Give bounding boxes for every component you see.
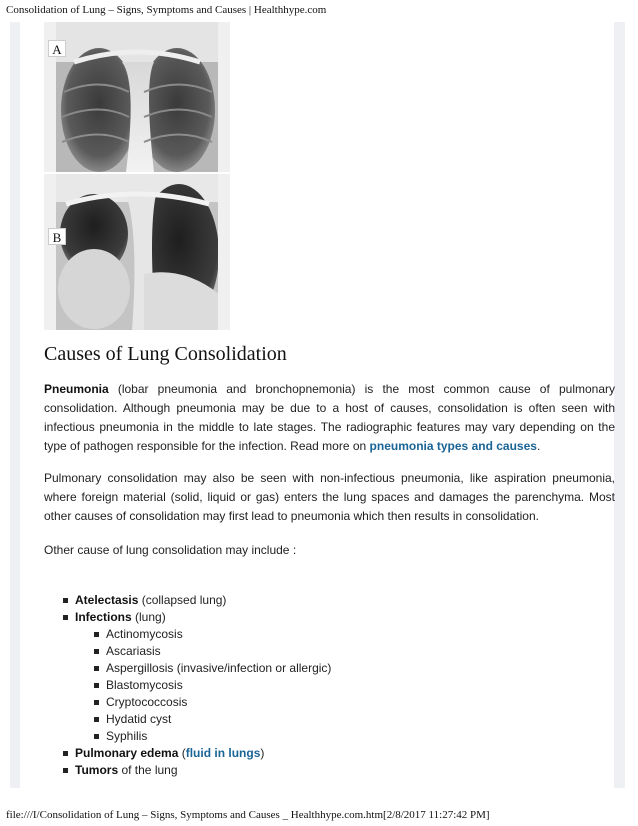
paragraph-pneumonia-text: (lobar pneumonia and bronchopnemonia) is the most common cause of pulmonary consolidation. Although pneumonia may be due to a host of causes, consolidation is often seen with infectious pneumonia in the middle to late stages. The radiographic features may vary depending on the type of pathogen responsible for the infection. Read more on [44, 382, 615, 453]
list-item-tumors [75, 762, 178, 779]
paragraph-pneumonia-end: . [536, 439, 541, 453]
bullet-marker [94, 700, 99, 705]
bullet-marker [94, 683, 99, 688]
sublist-item: Hydatid cyst [106, 712, 172, 726]
print-header-title: Consolidation of Lung – Signs, Symptoms and Causes | Healthhype.com [6, 4, 327, 16]
bullet-marker [94, 632, 99, 637]
bullet-marker [94, 649, 99, 654]
bullet-marker [94, 666, 99, 671]
paren-close: ) [260, 746, 265, 760]
pneumonia-types-link[interactable]: pneumonia types and causes [369, 439, 537, 453]
article-card [20, 22, 614, 788]
sublist-item: Aspergillosis (invasive/infection or allergic) [106, 661, 332, 675]
term-pneumonia: Pneumonia [44, 382, 109, 396]
term-atelectasis: Atelectasis [75, 593, 139, 607]
list-item-atelectasis-desc: (collapsed lung) [138, 593, 227, 607]
section-heading: Causes of Lung Consolidation [44, 343, 287, 365]
bullet-marker [94, 717, 99, 722]
chest-xray-image-b [44, 174, 230, 330]
bullet-marker [63, 768, 68, 773]
paragraph-list-intro: Other cause of lung consolidation may include : [44, 543, 297, 557]
list-item-tumors-desc: of the lung [118, 763, 178, 777]
term-pulmonary-edema: Pulmonary edema [75, 746, 179, 760]
list-item-pulmonary-edema [75, 745, 264, 762]
chest-xray-figure [44, 22, 230, 330]
term-infections: Infections [75, 610, 132, 624]
paragraph-pneumonia [44, 380, 615, 456]
page-background [10, 22, 625, 788]
chest-xray-image-a [44, 22, 230, 172]
paren-open: ( [178, 746, 186, 760]
figure-label-a: A [48, 40, 66, 57]
bullet-marker [63, 615, 68, 620]
sublist-item: Ascariasis [106, 644, 161, 658]
paragraph-non-infectious: Pulmonary consolidation may also be seen with non-infectious pneumonia, like aspiration pneumonia, where foreign material (solid, liquid or gas) enters the lung spaces and damages the parenchyma. Most other causes of consolidation may first lead to pneumonia which then results in consolidation. [44, 471, 615, 523]
sublist-item: Cryptococcosis [106, 695, 188, 709]
bullet-marker [63, 598, 68, 603]
term-tumors: Tumors [75, 763, 119, 777]
list-item-infections [75, 609, 166, 626]
list-item-atelectasis [75, 592, 226, 609]
sublist-item: Syphilis [106, 729, 148, 743]
sublist-item: Actinomycosis [106, 627, 183, 641]
bullet-marker [94, 734, 99, 739]
figure-label-b: B [48, 228, 66, 245]
print-footer-path: file:///I/Consolidation of Lung – Signs, Symptoms and Causes _ Healthhype.com.htm[2/8/2017 11:27:42 PM] [6, 809, 490, 821]
bullet-marker [63, 751, 68, 756]
sublist-item: Blastomycosis [106, 678, 183, 692]
fluid-in-lungs-link[interactable]: fluid in lungs [185, 746, 261, 760]
list-item-infections-desc: (lung) [131, 610, 166, 624]
